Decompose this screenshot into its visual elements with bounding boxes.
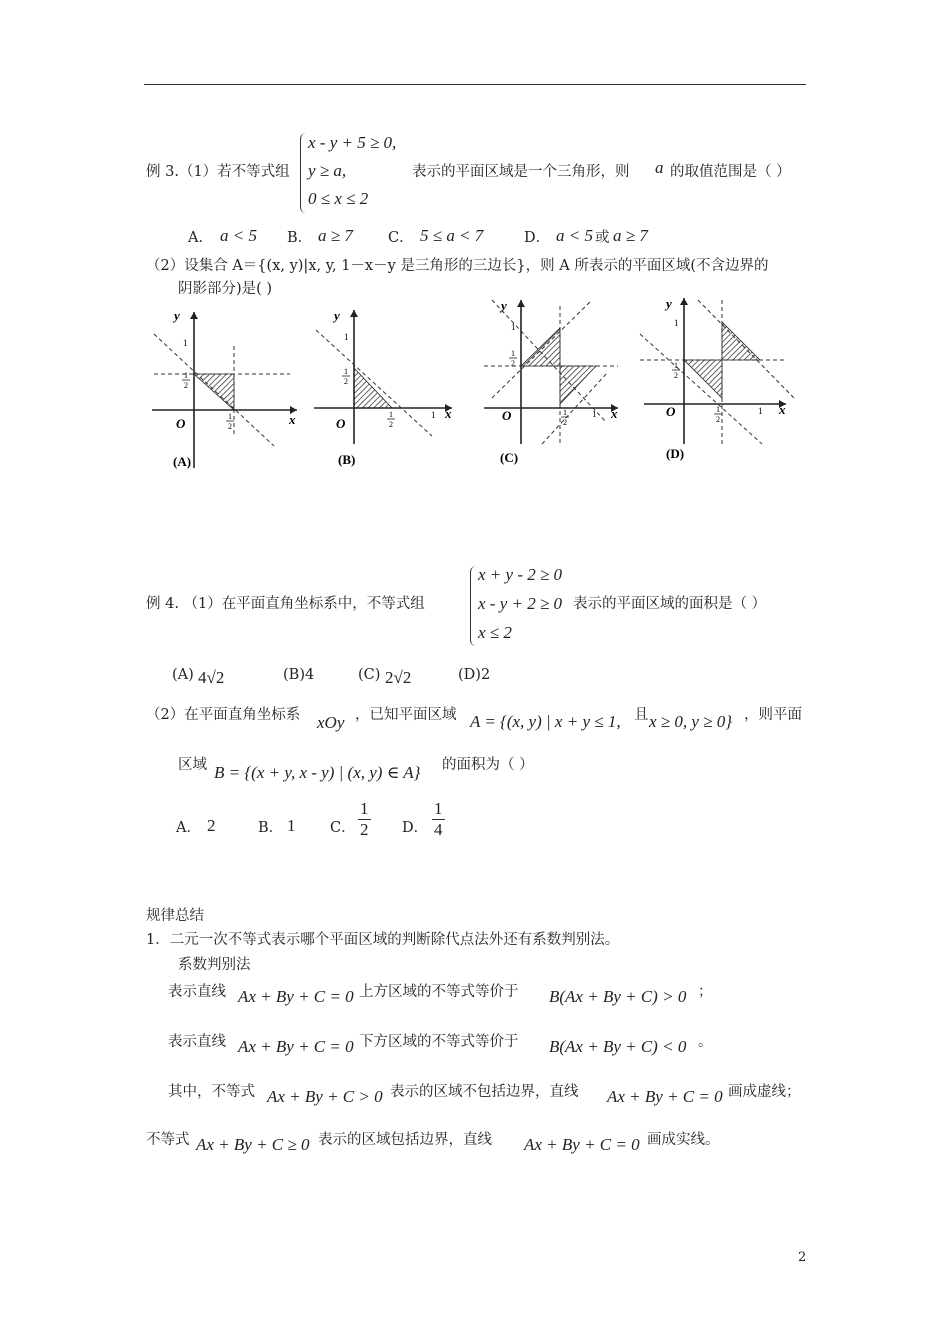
ex4-opt2-c-den: 2 xyxy=(360,820,369,839)
fig-c-xhalf-d: 2 xyxy=(563,418,567,427)
fig-d-label: (D) xyxy=(666,446,685,461)
ex4-opt2-d-frac xyxy=(432,799,445,840)
ex3-sys-2: y ≥ a, xyxy=(308,161,347,180)
fig-a-xhalf-d: 2 xyxy=(228,422,232,431)
summary-l3-eq: Ax + By + C = 0 xyxy=(607,1087,723,1106)
summary-l3-end: 画成虚线； xyxy=(728,1084,801,1100)
summary-p2: 系数判别法 xyxy=(178,957,251,973)
fig-b-half-d: 2 xyxy=(344,377,348,386)
summary-l1-mid: 上方区域的不等式等价于 xyxy=(359,984,519,1000)
ex4-opt2-a-key: A． xyxy=(176,820,201,836)
fig-c-half-n: 1 xyxy=(511,349,515,358)
ex3-q2-line1: （2）设集合 A＝{(x, y)|x, y, 1－x－y 是三角形的三边长}，则 A 所表示的平面区域(不含边界的 xyxy=(146,258,769,274)
ex3-opt-c-val: 5 ≤ a < 7 xyxy=(420,226,484,245)
fig-c-label: (C) xyxy=(500,450,519,465)
fig-c-xhalf-n: 1 xyxy=(563,408,567,417)
ex4-q2-l2-tail: 的面积为（ ） xyxy=(442,757,534,773)
ex4-q2-mid: ，已知平面区域 xyxy=(355,707,457,723)
fig-d-xhalf-d: 2 xyxy=(716,415,720,424)
summary-l4-ineq: Ax + By + C ≥ 0 xyxy=(196,1135,310,1154)
ex3-opt-d-val: a < 5 xyxy=(556,226,593,245)
summary-l4-end: 画成实线。 xyxy=(647,1132,720,1148)
summary-l3-pre: 其中，不等式 xyxy=(168,1084,255,1100)
fig-c-origin: O xyxy=(502,408,512,423)
fig-c-y: y xyxy=(501,298,507,313)
fig-c-xone: 1 xyxy=(592,409,597,419)
figure-b xyxy=(314,308,452,467)
summary-l4-pre: 不等式 xyxy=(146,1132,190,1148)
summary-l4-eq: Ax + By + C = 0 xyxy=(524,1135,640,1154)
ex4-opt2-b-key: B． xyxy=(258,820,284,836)
ex4-opt2-d-den: 4 xyxy=(434,820,443,839)
fig-d-origin: O xyxy=(666,404,676,419)
summary-l2-eq: Ax + By + C = 0 xyxy=(238,1037,354,1056)
summary-p1: 1．二元一次不等式表示哪个平面区域的判断除代点法外还有系数判别法。 xyxy=(146,932,620,948)
summary-l1-eq: Ax + By + C = 0 xyxy=(238,987,354,1006)
ex3-opt-d-val2: a ≥ 7 xyxy=(613,226,648,245)
fig-a-half-n: 1 xyxy=(184,371,188,380)
ex4-opt-a-key: (A) xyxy=(172,667,194,683)
fig-b-xone: 1 xyxy=(431,410,436,420)
fig-c-one: 1 xyxy=(511,322,516,332)
ex3-opt-c-key: C． xyxy=(388,230,414,246)
ex3-figures xyxy=(140,296,810,486)
ex4-opt-b: (B)4 xyxy=(283,667,315,683)
ex4-q2-and: 且 xyxy=(634,707,649,723)
ex4-q2-xoy: xOy xyxy=(317,713,345,732)
fig-a-one: 1 xyxy=(183,338,188,348)
ex4-opt2-c-key: C． xyxy=(330,820,356,836)
ex3-opt-a-key: A． xyxy=(188,230,213,246)
fig-d-half-d: 2 xyxy=(674,371,678,380)
ex4-opt2-d-num: 1 xyxy=(434,799,443,818)
ex4-opt-d: (D)2 xyxy=(458,667,491,683)
header-rule xyxy=(144,84,806,85)
ex4-sys-2: x - y + 2 ≥ 0 xyxy=(478,594,563,613)
ex3-label: 例 3.（1）若不等式组 xyxy=(146,164,290,180)
summary-l2-end: 。 xyxy=(698,1034,713,1050)
fig-b-origin: O xyxy=(336,416,346,431)
ex3-opt-b-key: B． xyxy=(287,230,313,246)
ex4-q2-pre: （2）在平面直角坐标系 xyxy=(146,707,301,723)
fig-d-one: 1 xyxy=(674,318,679,328)
ex3-sys-1: x - y + 5 ≥ 0, xyxy=(308,133,397,152)
fig-a-xhalf-n: 1 xyxy=(228,412,232,421)
figure-d xyxy=(640,296,796,461)
summary-l1-end: ； xyxy=(698,984,713,1000)
fig-b-label: (B) xyxy=(338,452,356,467)
fig-b-half-n: 1 xyxy=(344,367,348,376)
fig-c-half-d: 2 xyxy=(511,359,515,368)
fig-a-x: x xyxy=(289,412,296,427)
page-number: 2 xyxy=(798,1250,807,1265)
ex4-opt2-a-val: 2 xyxy=(207,816,216,835)
ex3-tail: 表示的平面区域是一个三角形，则 xyxy=(412,164,630,180)
fig-a-origin: O xyxy=(176,416,186,431)
ex4-tail: 表示的平面区域的面积是（ ） xyxy=(573,596,767,612)
ex4-q2-setb: B = {(x + y, x - y) | (x, y) ∈ A} xyxy=(214,763,421,782)
summary-l2-mid: 下方区域的不等式等价于 xyxy=(359,1034,519,1050)
ex4-q2-seta: A = {(x, y) | x + y ≤ 1, xyxy=(470,712,621,731)
fig-d-xone: 1 xyxy=(758,406,763,416)
ex3-opt-d-key: D． xyxy=(524,230,551,246)
summary-l1-pre: 表示直线 xyxy=(168,984,226,1000)
summary-l4-mid: 表示的区域包括边界，直线 xyxy=(318,1132,492,1148)
ex3-q2-line2: 阴影部分)是( ) xyxy=(178,281,273,297)
fig-b-one: 1 xyxy=(344,332,349,342)
summary-l1-ineq: B(Ax + By + C) > 0 xyxy=(549,987,687,1006)
ex4-q2-l2-pre: 区域 xyxy=(178,757,207,773)
ex3-sys-3: 0 ≤ x ≤ 2 xyxy=(308,189,369,208)
ex3-tail-var: a xyxy=(655,158,664,177)
summary-l2-pre: 表示直线 xyxy=(168,1034,226,1050)
ex4-q2-seta2: x ≥ 0, y ≥ 0} xyxy=(649,712,733,731)
fig-c-x: x xyxy=(611,406,618,421)
summary-l2-ineq: B(Ax + By + C) < 0 xyxy=(549,1037,687,1056)
summary-l3-ineq: Ax + By + C > 0 xyxy=(267,1087,383,1106)
fig-b-x: x xyxy=(445,406,452,421)
summary-title: 规律总结 xyxy=(146,908,204,924)
ex4-opt2-c-frac xyxy=(358,799,371,840)
fig-b-y: y xyxy=(334,308,340,323)
ex4-brace xyxy=(470,566,477,646)
ex3-brace xyxy=(300,133,307,213)
figure-c xyxy=(484,298,618,465)
fig-b-xhalf-n: 1 xyxy=(389,410,393,419)
fig-d-half-n: 1 xyxy=(674,361,678,370)
ex4-q2-tail: ，则平面 xyxy=(744,707,802,723)
fig-a-label: (A) xyxy=(173,454,192,469)
ex4-sys-1: x + y - 2 ≥ 0 xyxy=(478,565,563,584)
fig-d-y: y xyxy=(666,296,672,311)
figure-a xyxy=(152,308,297,469)
fig-d-x: x xyxy=(779,402,786,417)
summary-l3-mid: 表示的区域不包括边界，直线 xyxy=(390,1084,579,1100)
ex4-opt-c-val: 2√2 xyxy=(385,668,412,687)
ex3-opt-b-val: a ≥ 7 xyxy=(318,226,353,245)
ex3-opt-d-or: 或 xyxy=(595,230,610,246)
fig-b-xhalf-d: 2 xyxy=(389,420,393,429)
ex3-tail2: 的取值范围是（ ） xyxy=(670,164,791,180)
fig-d-xhalf-n: 1 xyxy=(716,405,720,414)
ex4-opt-a-val: 4√2 xyxy=(198,668,225,687)
ex4-sys-3: x ≤ 2 xyxy=(478,623,512,642)
ex4-opt2-d-key: D． xyxy=(402,820,429,836)
ex4-opt2-c-num: 1 xyxy=(360,799,369,818)
ex3-opt-a-val: a < 5 xyxy=(220,226,257,245)
fig-a-half-d: 2 xyxy=(184,381,188,390)
fig-a-y: y xyxy=(174,308,180,323)
ex4-opt2-b-val: 1 xyxy=(287,816,296,835)
ex4-label: 例 4. （1）在平面直角坐标系中，不等式组 xyxy=(146,596,425,612)
ex4-opt-c-key: (C) xyxy=(358,667,381,683)
